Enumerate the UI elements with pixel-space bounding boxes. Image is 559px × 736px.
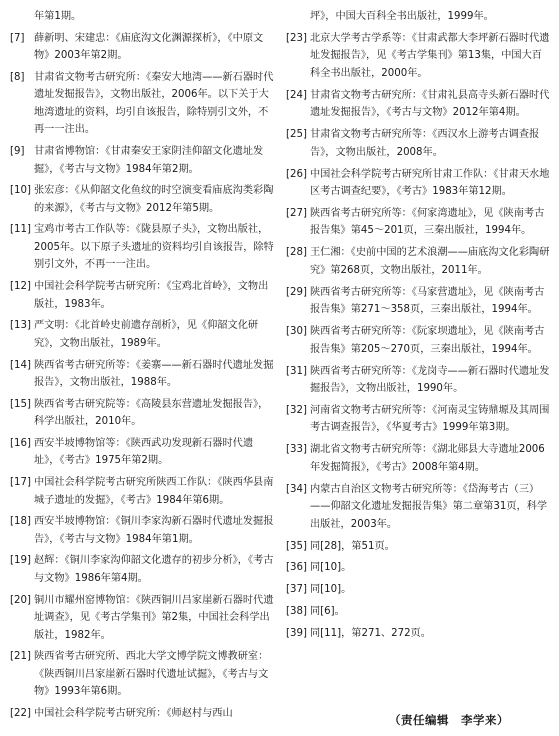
- reference-item: [286, 363, 552, 398]
- reference-number: [23]: [286, 32, 307, 44]
- references-right-column: [286, 8, 552, 647]
- reference-item: [286, 284, 552, 319]
- reference-text: 甘肃省文物考古研究所：《甘肃礼县高寺头新石器时代遗址发掘报告》，《考古与文物》2012年第4期。: [310, 89, 550, 119]
- reference-text: 西安半坡博物馆等：《陕西武功发现新石器时代遗址》，《考古》1975年第2期。: [34, 437, 254, 467]
- reference-number: [14]: [10, 359, 31, 371]
- reference-number: [36]: [286, 562, 307, 574]
- responsible-editor: （责任编辑 李学来）: [389, 713, 509, 727]
- reference-number: [32]: [286, 404, 307, 416]
- reference-text: 同[10]。: [310, 584, 352, 596]
- reference-text: 中国社会科学院考古研究所：《宝鸡北首岭》，文物出版社，1983年。: [34, 281, 269, 310]
- reference-item: [10, 357, 274, 392]
- reference-text: 陕西省考古研究所、西北大学文博学院文博教研室：《陕西铜川吕家崖新石器时代遗址试掘》，《考古与文物》1993年第6期。: [34, 651, 269, 698]
- reference-number: [24]: [286, 89, 307, 101]
- reference-item: [286, 323, 552, 358]
- reference-text: 同[11]，第271、272页。: [310, 628, 431, 640]
- reference-number: [29]: [286, 286, 307, 298]
- reference-number: [17]: [10, 477, 31, 489]
- reference-text: 铜川市耀州窑博物馆：《陕西铜川吕家崖新石器时代遗址调查》，见《考古学集刊》第2集，中国社会科学出版社，1982年。: [34, 594, 274, 641]
- reference-text: 同[10]。: [310, 562, 352, 574]
- reference-item: [10, 592, 274, 645]
- reference-item: [286, 581, 552, 599]
- reference-item: [286, 166, 552, 201]
- reference-number: [37]: [286, 584, 307, 596]
- reference-item: [10, 396, 274, 431]
- reference-number: [18]: [10, 516, 31, 528]
- reference-text: 王仁湘：《史前中国的艺术浪潮——庙底沟文化彩陶研究》第268页，文物出版社，2011年。: [310, 247, 550, 276]
- reference-number: [9]: [10, 146, 25, 158]
- reference-text: 同[6]。: [310, 606, 345, 618]
- reference-item: [10, 221, 274, 274]
- reference-text: 严文明：《北首岭史前遗存剖析》，见《仰韶文化研究》，文物出版社，1989年。: [34, 320, 259, 349]
- reference-item: [10, 278, 274, 313]
- reference-number: [31]: [286, 365, 307, 377]
- reference-number: [26]: [286, 168, 307, 180]
- reference-text: 宝鸡市考古工作队等：《陇县原子头》，文物出版社，2005年。以下原子头遗址的资料均引自该报告，除特别引文外，不再一一注出。: [34, 224, 274, 271]
- reference-item: [10, 648, 274, 701]
- reference-item: [10, 69, 274, 139]
- reference-text: 陕西省考古研究所等：《姜寨——新石器时代遗址发掘报告》，文物出版社，1988年。: [34, 359, 274, 388]
- reference-text: 甘肃省博物馆：《甘肃秦安王家阴洼仰韶文化遗址发掘》，《考古与文物》1984年第2期。: [34, 146, 264, 175]
- reference-item: [286, 126, 552, 161]
- reference-item: [286, 481, 552, 534]
- reference-item: [10, 30, 274, 65]
- reference-item: [10, 474, 274, 509]
- references-left-column: [10, 8, 274, 727]
- reference-text: 陕西省考古研究院等：《高陵县东营遗址发掘报告》，科学出版社，2010年。: [34, 398, 269, 428]
- reference-text: 坪》，中国大百科全书出版社，1999年。: [310, 11, 494, 22]
- reference-text: 内蒙古自治区文物考古研究所等：《岱海考古（三）——仰韶文化遗址发掘报告集》第二章第31页，科学出版社，2003年。: [310, 483, 548, 530]
- reference-number: [21]: [10, 651, 31, 663]
- reference-number: [30]: [286, 326, 307, 338]
- reference-number: [19]: [10, 555, 31, 567]
- reference-number: [38]: [286, 606, 307, 618]
- reference-text: 赵辉：《铜川李家沟仰韶文化遗存的初步分析》，《考古与文物》1986年第4期。: [34, 555, 274, 584]
- reference-item: [286, 625, 552, 643]
- reference-text: 湖北省文物考古研究所等：《湖北郧县大寺遗址2006年发掘简报》，《考古》2008年第4期。: [310, 444, 545, 473]
- reference-text: 中国社会科学院考古研究所陕西工作队：《陕西华县南城子遗址的发掘》，《考古》1984年第6期。: [34, 477, 274, 506]
- reference-text: 薛新明、宋建忠：《庙底沟文化渊源探析》，《中原文物》2003年第2期。: [34, 32, 264, 62]
- reference-item: [10, 552, 274, 587]
- reference-number: [8]: [10, 71, 25, 83]
- reference-number: [16]: [10, 437, 31, 449]
- reference-text: 张宏彦：《从仰韶文化鱼纹的时空演变看庙底沟类彩陶的来源》，《考古与文物》2012年第5期。: [34, 185, 274, 214]
- reference-number: [12]: [10, 281, 31, 293]
- reference-continuation: [286, 8, 552, 26]
- reference-item: [286, 402, 552, 437]
- reference-text: 中国社会科学院考古研究所甘肃工作队：《甘肃天水地区考古调查纪要》，《考古》1983年第12期。: [310, 168, 550, 198]
- reference-item: [10, 705, 274, 723]
- reference-item: [286, 559, 552, 577]
- reference-text: 西安半坡博物馆：《铜川李家沟新石器时代遗址发掘报告》，《考古与文物》1984年第1期。: [34, 516, 274, 545]
- reference-text: 陕西省考古研究所等：《何家湾遗址》，见《陕南考古报告集》第45～201页，三秦出版社，1994年。: [310, 207, 545, 237]
- reference-number: [25]: [286, 129, 307, 141]
- reference-number: [35]: [286, 540, 307, 552]
- reference-item: [286, 603, 552, 621]
- reference-item: [10, 513, 274, 548]
- reference-text: 中国社会科学院考古研究所：《师赵村与西山: [34, 708, 233, 719]
- reference-item: [10, 182, 274, 217]
- reference-text: 北京大学考古学系等：《甘肃武都大李坪新石器时代遗址发掘报告》，见《考古学集刊》第13集，中国大百科全书出版社，2000年。: [310, 32, 550, 79]
- reference-number: [34]: [286, 483, 307, 495]
- reference-number: [15]: [10, 398, 31, 410]
- reference-text: 甘肃省文物考古研究所：《秦安大地湾——新石器时代遗址发掘报告》，文物出版社，2006年。以下关于大地湾遗址的资料，均引自该报告，除特别引文外，不再一一注出。: [34, 71, 274, 136]
- reference-item: [10, 317, 274, 352]
- reference-number: [33]: [286, 444, 307, 456]
- reference-item: [286, 30, 552, 83]
- reference-text: 甘肃省文物考古研究所等：《西汉水上游考古调查报告》，文物出版社，2008年。: [310, 129, 540, 158]
- reference-number: [39]: [286, 628, 307, 640]
- reference-text: 同[28]，第51页。: [310, 540, 395, 552]
- reference-item: [286, 244, 552, 279]
- reference-item: [286, 538, 552, 556]
- reference-number: [7]: [10, 32, 25, 44]
- reference-number: [22]: [10, 708, 31, 719]
- reference-number: [11]: [10, 224, 31, 236]
- reference-item: [10, 143, 274, 178]
- reference-item: [286, 441, 552, 476]
- reference-item: [286, 205, 552, 240]
- reference-item: [10, 435, 274, 470]
- reference-continuation: [10, 8, 274, 26]
- reference-number: [13]: [10, 320, 31, 332]
- reference-number: [10]: [10, 185, 31, 197]
- reference-number: [27]: [286, 207, 307, 219]
- reference-number: [28]: [286, 247, 307, 259]
- reference-text: 陕西省考古研究所等：《阮家坝遗址》，见《陕南考古报告集》第205～270页，三秦出版社，1994年。: [310, 326, 545, 355]
- reference-number: [20]: [10, 594, 31, 606]
- reference-item: [286, 87, 552, 122]
- reference-text: 河南省文物考古研究所等：《河南灵宝铸鼎塬及其周围考古调查报告》，《华夏考古》1999年第3期。: [310, 404, 550, 434]
- reference-text: 陕西省考古研究所等：《龙岗寺——新石器时代遗址发掘报告》，文物出版社，1990年。: [310, 365, 550, 395]
- reference-text: 陕西省考古研究所等：《马家营遗址》，见《陕南考古报告集》第271～358页，三秦出版社，1994年。: [310, 286, 545, 316]
- reference-text: 年第1期。: [34, 11, 82, 22]
